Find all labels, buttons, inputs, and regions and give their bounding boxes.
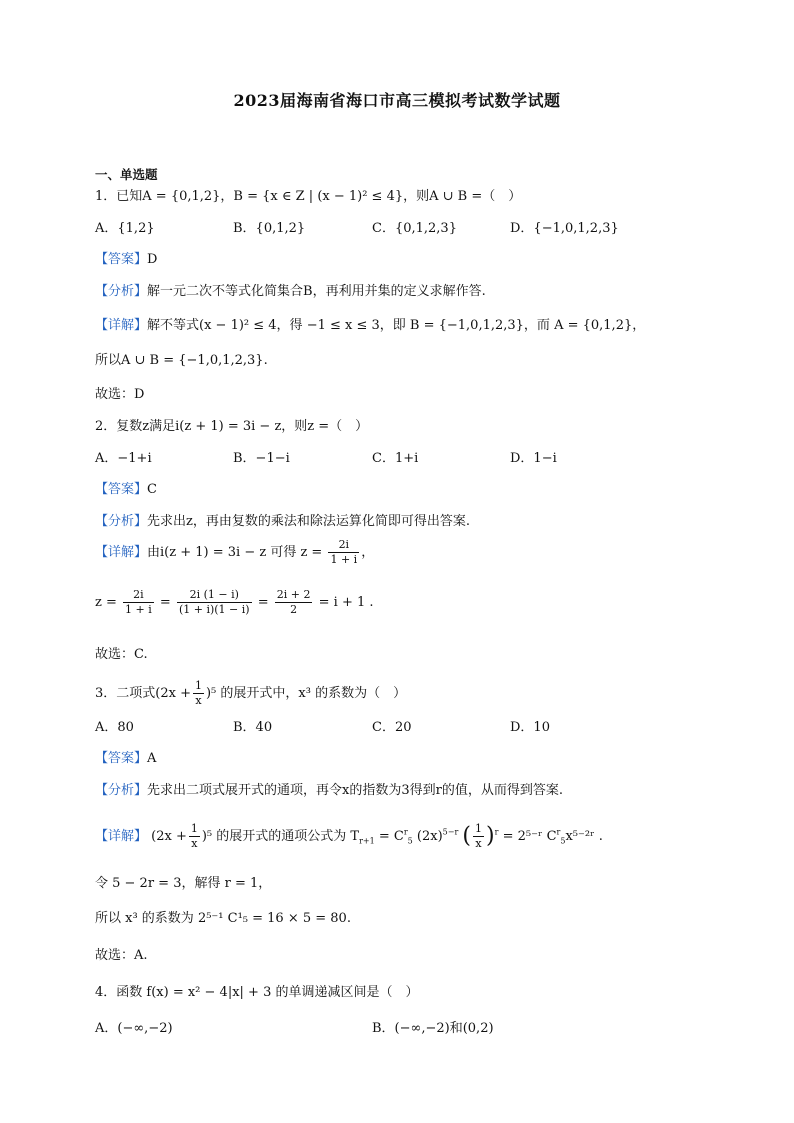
fraction: $\frac{1}{x}$ (190, 822, 198, 850)
question-2-option-b: B．−1−i (233, 451, 290, 466)
question-2-stem: 2．复数z满足i(z + 1) = 3i − z，则z =（ ） (95, 419, 369, 434)
right-paren-icon: ) (486, 823, 495, 849)
question-2-option-c: C．1+i (372, 451, 419, 466)
analysis-text: 解一元二次不等式化简集合B，再利用并集的定义求解作答. (147, 284, 486, 299)
question-3-detail: 【详解】 (2x + $\frac{1}{x}$ )⁵ 的展开式的通项公式为 $T_{r+1} = C^r_5$ $(2x)^{5-r}$ ( $\frac{1}{x}$ )$^r$ = 2⁵⁻ʳ $C^r_5x^{5-2}ʳ$ . (95, 822, 603, 850)
question-3-choose: 故选：A. (95, 948, 148, 963)
answer-value: C (147, 482, 157, 497)
question-1-choose: 故选：D (95, 387, 145, 402)
question-3-analysis (95, 782, 563, 800)
detail-tag: 【详解】 (95, 829, 148, 844)
question-3-option-b: B．40 (233, 720, 273, 735)
question-3-stem: 3．二项式(2x + $\frac{1}{x}$ )⁵ 的展开式中，x³ 的系数为（ ） (95, 679, 407, 707)
question-1-option-a: A．{1,2} (95, 221, 155, 236)
question-3-option-c: C．20 (372, 720, 412, 735)
analysis-tag: 【分析】 (95, 514, 148, 529)
question-1-stem: 1．已知A = {0,1,2}，B = {x ∈ Z | (x − 1)² ≤ 4}，则A ∪ B =（ ） (95, 189, 522, 204)
analysis-tag: 【分析】 (95, 284, 148, 299)
detail-text: 由i(z + 1) = 3i − z 可得 z = (147, 545, 323, 560)
answer-tag: 【答案】 (95, 751, 148, 766)
fraction: $\frac{2i (1 - i)}{(1 + i)(1 - i)}$ (178, 588, 250, 616)
question-1-analysis (95, 283, 486, 301)
question-4-option-b: B．(−∞,−2)和(0,2) (372, 1021, 494, 1036)
question-2-detail-equation: z = $\frac{2i}{1 + i}$ = $\frac{2i (1 - i)}{(1 + i)(1 - i)}$ = $\frac{2i + 2}{2}$ = i + 1 . (95, 588, 374, 616)
question-3-detail-line-2: 令 5 − 2r = 3，解得 r = 1， (95, 876, 272, 891)
analysis-tag: 【分析】 (95, 783, 148, 798)
question-3-option-d: D．10 (510, 720, 550, 735)
detail-tag: 【详解】 (95, 318, 148, 333)
analysis-text: 先求出二项式展开式的通项，再令x的指数为3得到r的值，从而得到答案. (147, 783, 563, 798)
question-1-detail (95, 317, 645, 335)
question-4-option-a: A．(−∞,−2) (95, 1021, 173, 1036)
detail-tag: 【详解】 (95, 545, 148, 560)
fraction: $\frac{2i + 2}{2}$ (276, 588, 311, 616)
fraction: $\frac{2i}{1 + i}$ (125, 588, 152, 616)
question-2-choose: 故选：C. (95, 647, 148, 662)
question-1-answer (95, 251, 157, 269)
question-2-answer (95, 481, 157, 499)
answer-tag: 【答案】 (95, 252, 148, 267)
question-1-option-d: D．{−1,0,1,2,3} (510, 221, 619, 236)
question-2-option-a: A．−1+i (95, 451, 152, 466)
question-4-stem: 4．函数 f(x) = x² − 4|x| + 3 的单调递减区间是（ ） (95, 985, 419, 1000)
question-3-option-a: A．80 (95, 720, 134, 735)
question-1-option-c: C．{0,1,2,3} (372, 221, 457, 236)
detail-text: 解不等式(x − 1)² ≤ 4，得 −1 ≤ x ≤ 3，即 B = {−1,0,1,2,3}，而 A = {0,1,2}， (147, 318, 646, 333)
question-1-detail-line-2: 所以A ∪ B = {−1,0,1,2,3}. (95, 353, 268, 368)
question-1-option-b: B．{0,1,2} (233, 221, 306, 236)
fraction: $\frac{2i}{1 + i}$ (330, 538, 358, 566)
answer-value: A (147, 751, 157, 766)
question-2-detail: 【详解】由i(z + 1) = 3i − z 可得 z = $\frac{2i}{1 + i}$ ， (95, 538, 375, 566)
question-2-option-d: D．1−i (510, 451, 557, 466)
left-paren-icon: ( (462, 823, 472, 849)
answer-value: D (147, 252, 158, 267)
fraction: $\frac{1}{x}$ (475, 822, 483, 850)
page-title: 2023届海南省海口市高三模拟考试数学试题 (233, 91, 561, 110)
question-3-detail-line-3: 所以 x³ 的系数为 2⁵⁻¹ C¹₅ = 16 × 5 = 80. (95, 911, 351, 926)
section-heading: 一、单选题 (95, 167, 158, 182)
question-3-answer (95, 750, 156, 768)
answer-tag: 【答案】 (95, 482, 148, 497)
analysis-text: 先求出z，再由复数的乘法和除法运算化简即可得出答案. (147, 514, 470, 529)
fraction: $\frac{1}{x}$ (194, 679, 202, 707)
question-2-analysis (95, 513, 470, 531)
